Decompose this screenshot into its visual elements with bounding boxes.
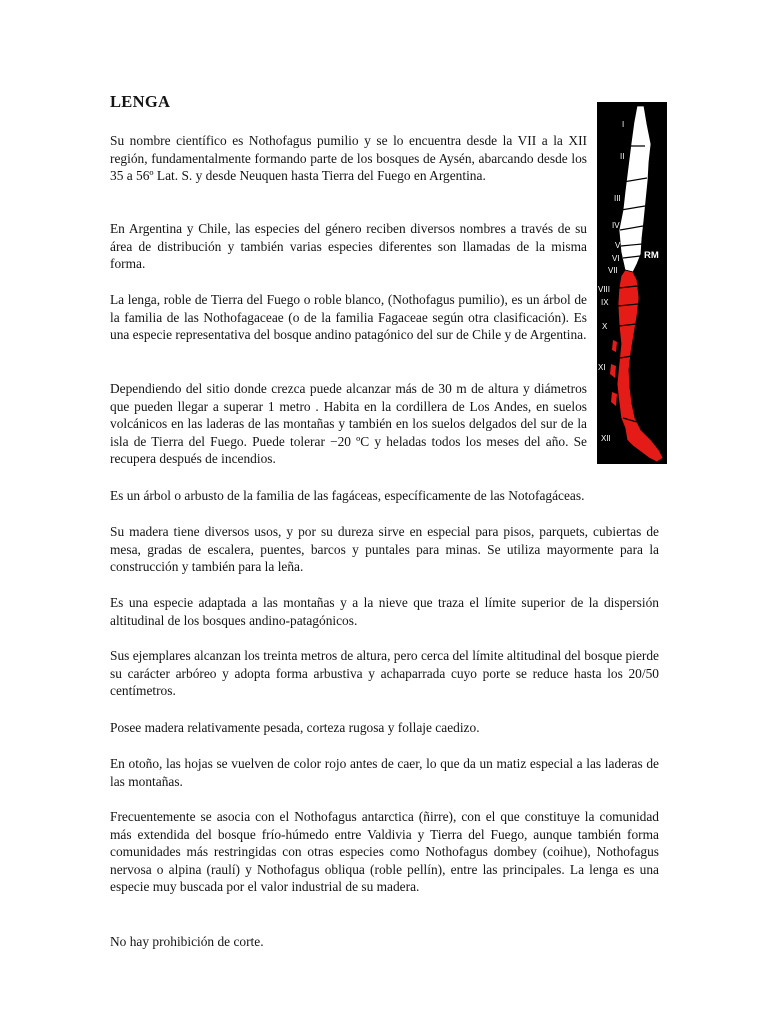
chile-map-svg — [597, 102, 667, 464]
map-north-white — [619, 106, 651, 272]
chile-regions-map — [597, 102, 667, 464]
region-label-iv: IV — [612, 221, 620, 230]
region-label-v: V — [615, 241, 621, 250]
region-label-iii: III — [614, 194, 621, 203]
paragraph-no-prohibition: No hay prohibición de corte. — [110, 934, 264, 949]
region-label-xii: XII — [601, 434, 611, 443]
region-label-vii: VII — [608, 266, 618, 275]
region-label-x: X — [602, 322, 608, 331]
paragraph-classification: La lenga, roble de Tierra del Fuego o roble blanco, (Nothofagus pumilio), es un árbol de la familia de las Nothofagaceae (o de la familia Fagaceae según otra clasificación). Es una especie representativa del bosque andino patagónico del sur de Chile y de Argentina. — [110, 292, 587, 343]
paragraph-adaptation: Es una especie adaptada a las montañas y a la nieve que traza el límite superior de la dispersión altitudinal de los bosques andino-patagónicos. — [110, 595, 659, 628]
map-island — [612, 340, 617, 352]
map-south-red — [617, 270, 663, 462]
paragraph-family: Es un árbol o arbusto de la familia de las fagáceas, específicamente de las Notofagáceas. — [110, 488, 585, 503]
region-label-i: I — [622, 120, 625, 129]
region-label-rm: RM — [644, 250, 659, 261]
paragraph-wood-properties: Posee madera relativamente pesada, corteza rugosa y follaje caedizo. — [110, 720, 480, 735]
paragraph-names: En Argentina y Chile, las especies del género reciben diversos nombres a través de su área de distribución y también varias especies diferentes son llamadas de la misma forma. — [110, 221, 587, 272]
paragraph-wood-uses: Su madera tiene diversos usos, y por su dureza sirve en especial para pisos, parquets, cubiertas de mesa, gradas de escalera, puentes, barcos y puntales para minas. Se utiliza mayormente para la construcción y también para la leña. — [110, 524, 659, 575]
region-label-vi: VI — [612, 254, 620, 263]
paragraph-distribution: Su nombre científico es Nothofagus pumilio y se lo encuentra desde la VII a la XII región, fundamentalmente formando parte de los bosques de Aysén, abarcando desde los 35 a 56º Lat. S. y desde Neuquen hasta Tierra del Fuego en Argentina. — [110, 133, 587, 184]
region-label-ii: II — [620, 152, 625, 161]
region-label-ix: IX — [601, 298, 609, 307]
region-label-viii: VIII — [598, 285, 611, 294]
region-label-xi: XI — [598, 363, 606, 372]
map-island — [610, 364, 616, 378]
paragraph-habitat: Dependiendo del sitio donde crezca puede alcanzar más de 30 m de altura y diámetros que pueden llegar a superar 1 metro . Habita en la cordillera de Los Andes, en suelos volcánicos en las laderas de las montañas y también en los suelos delgados del sur de la isla de Tierra del Fuego. Puede tolerar −20 ºC y heladas todos los meses del año. Se recupera después de incendios. — [110, 381, 587, 467]
document-title: LENGA — [110, 92, 171, 111]
paragraph-associations: Frecuentemente se asocia con el Nothofagus antarctica (ñirre), con el que constituye la comunidad más extendida del bosque frío-húmedo entre Valdivia y Tierra del Fuego, aunque también forma comunidades más restringidas con otras especies como Nothofagus dombey (coihue), Nothofagus nervosa o alpina (raulí) y Nothofagus obliqua (roble pellín), entre las principales. La lenga es una especie muy buscada por el valor industrial de su madera. — [110, 809, 659, 895]
paragraph-height: Sus ejemplares alcanzan los treinta metros de altura, pero cerca del límite altitudinal del bosque pierde su carácter arbóreo y adopta forma arbustiva y achaparrada cuyo porte se reduce hasta los 20/50 centímetros. — [110, 648, 659, 699]
map-island — [611, 392, 617, 406]
paragraph-autumn: En otoño, las hojas se vuelven de color rojo antes de caer, lo que da un matiz especial a las laderas de las montañas. — [110, 756, 659, 789]
